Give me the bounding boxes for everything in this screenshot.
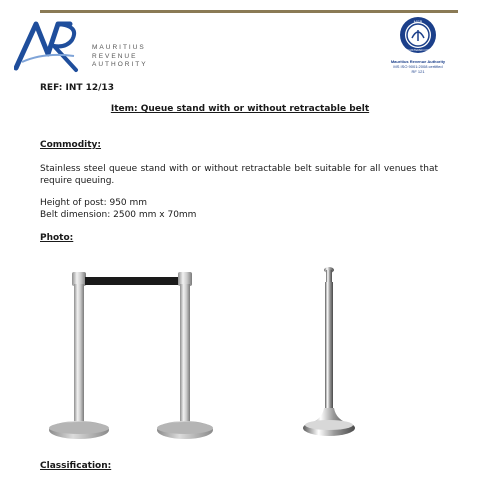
seal-bottom-text: REGISTERED FIRM	[404, 48, 432, 52]
cert-number: RF 121	[411, 69, 425, 74]
seal-top-text: MSB	[413, 19, 423, 24]
retractable-belt	[85, 277, 181, 285]
commodity-heading: Commodity:	[40, 140, 102, 150]
mra-wordmark	[92, 44, 148, 70]
commodity-description: Stainless steel queue stand with or without retractable belt suitable for all venues that require queuing.	[40, 164, 438, 186]
logo-line-1: MAURITIUS	[92, 44, 146, 51]
logo-line-3: AUTHORITY	[92, 61, 148, 68]
photo-heading: Photo:	[40, 233, 74, 243]
stand-with-belt-right	[157, 272, 213, 439]
msb-seal-icon	[399, 16, 437, 54]
stand-without-belt	[303, 267, 355, 436]
post-height: Height of post: 950 mm	[40, 198, 148, 208]
stand-with-belt-left	[49, 272, 109, 439]
reference-number: REF: INT 12/13	[40, 83, 114, 93]
certification-caption	[380, 59, 456, 74]
mra-logo	[14, 16, 148, 76]
mra-monogram-icon	[14, 16, 84, 74]
item-title	[0, 104, 480, 114]
header-rule	[40, 10, 458, 13]
classification-heading: Classification:	[40, 461, 112, 471]
queue-stands-photo	[30, 262, 370, 447]
item-title-text: Item: Queue stand with or without retractable belt	[110, 104, 370, 114]
cert-org: Mauritius Revenue Authority	[390, 59, 446, 64]
certification-block	[380, 16, 456, 74]
cert-standard: MS ISO 9001:2008 certified	[393, 64, 443, 69]
logo-line-2: REVENUE	[92, 52, 138, 60]
belt-dimension: Belt dimension: 2500 mm x 70mm	[40, 210, 197, 220]
